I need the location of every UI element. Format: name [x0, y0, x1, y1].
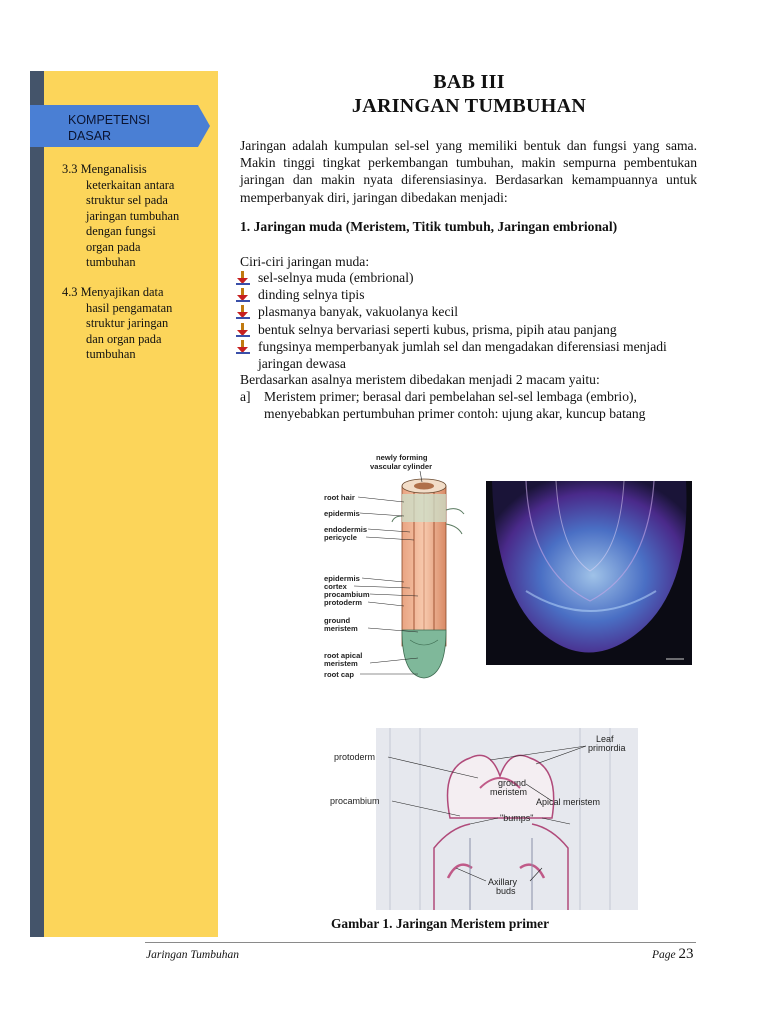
root-tip-diagram — [318, 450, 476, 686]
svg-text:procambium: procambium — [324, 590, 370, 599]
svg-text:cortex: cortex — [324, 582, 347, 591]
kompetensi-banner — [30, 105, 210, 147]
svg-text:"bumps": "bumps" — [500, 813, 534, 823]
label-vascular-cylinder: vascular cylinder — [370, 462, 433, 471]
shoot-apex-micrograph — [330, 728, 638, 910]
svg-text:epidermis: epidermis — [324, 509, 360, 518]
svg-text:epidermis: epidermis — [324, 574, 360, 583]
svg-text:root apical: root apical — [324, 651, 363, 660]
svg-text:primordia: primordia — [588, 743, 626, 753]
competency-item-3-3: 3.3 Menganalisis keterkaitan antara struktur sel pada jaringan tumbuhan dengan fungsi organ pada tumbuhan — [62, 162, 180, 269]
origin-text: Berdasarkan asalnya meristem dibedakan menjadi 2 macam yaitu: — [240, 372, 600, 387]
svg-text:procambium: procambium — [330, 796, 380, 806]
characteristics-list — [236, 269, 698, 372]
chapter-title: JARINGAN TUMBUHAN — [351, 95, 587, 117]
arrow-bullet-icon — [236, 305, 250, 319]
svg-text:buds: buds — [496, 886, 516, 896]
section-heading: 1. Jaringan muda (Meristem, Titik tumbuh, Jaringan embrional) — [240, 219, 618, 234]
origin-item-a: a] Meristem primer; berasal dari pembelahan sel-sel lembaga (embrio), menyebabkan pertumbuhan primer contoh: ujung akar, kuncup batang — [240, 389, 646, 422]
intro-paragraph: Jaringan adalah kumpulan sel-sel yang memiliki bentuk dan fungsi yang sama. Makin tinggi tingkat perkembangan tumbuhan, makin sempurna pembentukan jaringan dan makin nyata diferensiasinya. Berdasarkan kemampuannya untuk memperbanyak diri, jaringan dibedakan menjadi: — [240, 138, 697, 205]
chapter-number: BAB III — [433, 71, 505, 93]
svg-text:protoderm: protoderm — [334, 752, 376, 762]
arrow-bullet-icon — [236, 323, 250, 337]
svg-text:protoderm: protoderm — [324, 598, 362, 607]
list-item: bentuk selnya bervariasi seperti kubus, prisma, pipih atau panjang — [236, 321, 698, 338]
svg-text:root hair: root hair — [324, 493, 355, 502]
figure-caption: Gambar 1. Jaringan Meristem primer — [330, 916, 550, 931]
list-item: dinding selnya tipis — [236, 286, 698, 303]
svg-text:ground: ground — [324, 616, 351, 625]
arrow-bullet-icon — [236, 288, 250, 302]
footer-title: Jaringan Tumbuhan — [146, 949, 239, 961]
list-item: plasmanya banyak, vakuolanya kecil — [236, 303, 698, 320]
svg-text:ground: ground — [498, 778, 527, 788]
svg-text:endodermis: endodermis — [324, 525, 368, 534]
competency-item-4-3: 4.3 Menyajikan data hasil pengamatan struktur jaringan dan organ pada tumbuhan — [62, 285, 173, 361]
list-item: sel-selnya muda (embrional) — [236, 269, 698, 286]
arrow-bullet-icon — [236, 340, 250, 354]
svg-text:Axillary: Axillary — [488, 877, 518, 887]
svg-text:root cap: root cap — [324, 670, 354, 679]
footer-divider — [145, 942, 696, 943]
svg-text:pericycle: pericycle — [324, 533, 357, 542]
svg-text:meristem: meristem — [490, 787, 528, 797]
footer-page: Page 23 — [652, 946, 694, 962]
svg-text:meristem: meristem — [324, 624, 358, 633]
kompetensi-banner-text: KOMPETENSI DASAR — [68, 113, 150, 143]
page-number: 23 — [678, 946, 694, 962]
arrow-bullet-icon — [236, 271, 250, 285]
root-apex-micrograph — [486, 481, 692, 665]
label-newly-forming: newly forming — [376, 453, 428, 462]
svg-text:meristem: meristem — [324, 659, 358, 668]
sidebar-strip — [30, 71, 44, 937]
list-item: fungsinya memperbanyak jumlah sel dan mengadakan diferensiasi menjadi jaringan dewasa — [236, 338, 698, 372]
svg-text:Apical meristem: Apical meristem — [536, 797, 601, 807]
svg-text:Leaf: Leaf — [596, 734, 614, 744]
characteristics-title: Ciri-ciri jaringan muda: — [240, 254, 370, 269]
